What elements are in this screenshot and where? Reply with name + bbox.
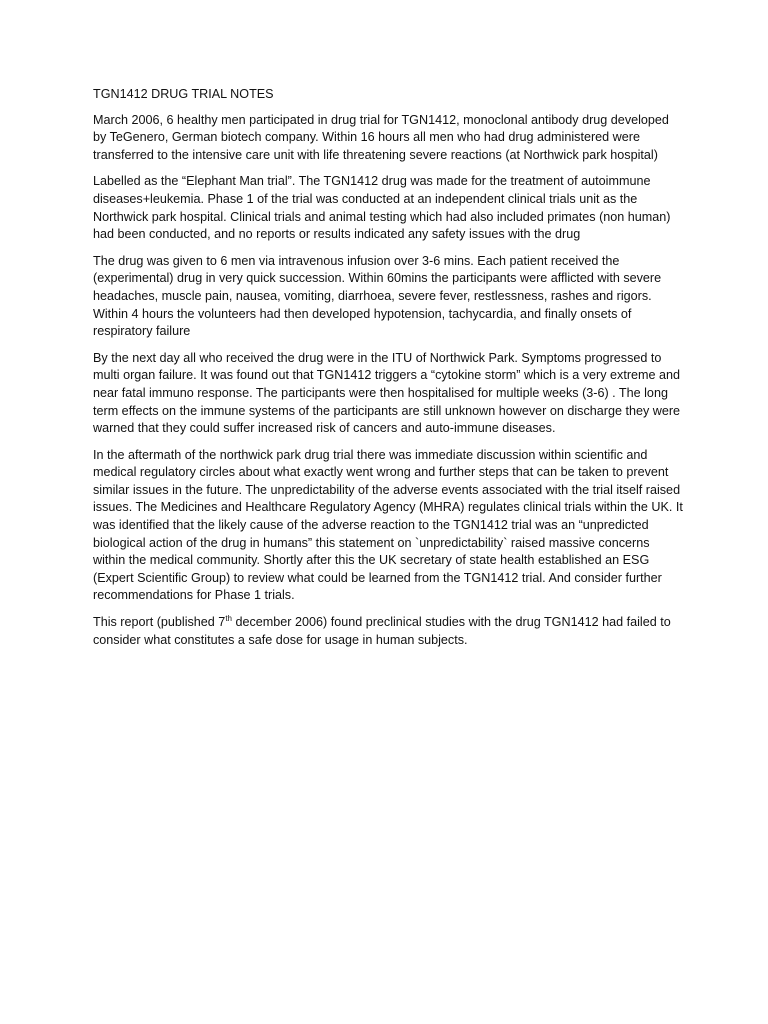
paragraph-trial-summary: March 2006, 6 healthy men participated in drug trial for TGN1412, monoclonal antibody drug developed by TeGenero, German biotech company. Within 16 hours all men who had drug administered were transferred to the intensive care unit with life threatening severe reactions (at Northwick park hospital) (93, 112, 669, 162)
paragraph-aftermath-symptoms: By the next day all who received the drug were in the ITU of Northwick Park. Symptoms progressed to multi organ failure. It was found out that TGN1412 triggers a “cytokine storm” which is a very extreme and near fatal immuno response. The participants were then hospitalised for multiple weeks (3-6) . The long term effects on the immune systems of the participants are still unknown however on discharge they were warned that they could suffer increased risk of cancers and auto-immune diseases. (93, 350, 681, 436)
report-text-start: This report (published 7 (93, 615, 226, 630)
document-body (93, 86, 683, 658)
ordinal-suffix: th (225, 613, 232, 623)
report-text-end: december 2006) found preclinical studies with the drug TGN1412 had failed to consider what constitutes a safe dose for usage in human subjects. (93, 615, 671, 647)
paragraph-report (93, 614, 683, 649)
paragraph-regulatory-response: In the aftermath of the northwick park drug trial there was immediate discussion within scientific and medical regulatory circles about what exactly went wrong and further steps that can be taken to prevent similar issues in the future. The unpredictability of the adverse events associated with the trial itself raised issues. The Medicines and Healthcare Regulatory Agency (MHRA) regulates clinical trials within the UK. It was identified that the likely cause of the adverse reaction to the TGN1412 trial was an “unpredicted biological action of the drug in humans” this statement on `unpredictability` raised massive concerns within the medical community. Shortly after this the UK secretary of state health established an ESG (Expert Scientific Group) to review what could be learned from the TGN1412 trial. And consider further recommendations for Phase 1 trials. (93, 447, 683, 603)
paragraph-administration: The drug was given to 6 men via intravenous infusion over 3-6 mins. Each patient received the (experimental) drug in very quick succession. Within 60mins the participants were afflicted with severe headaches, muscle pain, nausea, vomiting, diarrhoea, severe fever, restlessness, rashes and rigors. Within 4 hours the volunteers had then developed hypotension, tachycardia, and finally onsets of respiratory failure (93, 253, 662, 339)
paragraph-elephant-man: Labelled as the “Elephant Man trial”. The TGN1412 drug was made for the treatment of autoimmune diseases+leukemia. Phase 1 of the trial was conducted at an independent clinical trials unit as the Northwick park hospital. Clinical trials and animal testing which had also included primates (non human) had been conducted, and no reports or results indicated any safety issues with the drug (93, 174, 671, 242)
document-title: TGN1412 DRUG TRIAL NOTES (93, 87, 274, 101)
